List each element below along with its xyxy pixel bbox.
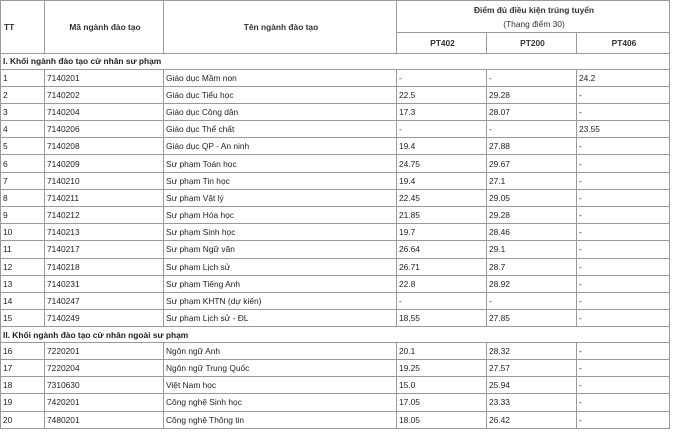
cell-name: Sư phạm Lịch sử <box>164 258 397 275</box>
cell-pt200: 28.46 <box>487 224 577 241</box>
cell-tt: 9 <box>1 207 45 224</box>
table-header <box>1 1 670 54</box>
cell-pt406: - <box>577 377 670 394</box>
cell-pt402: 22.45 <box>397 189 487 206</box>
cell-pt402: 21.85 <box>397 207 487 224</box>
cell-pt402: 17.3 <box>397 103 487 120</box>
cell-name: Giáo dục Thể chất <box>164 121 397 138</box>
cell-pt406: 24.2 <box>577 69 670 86</box>
cell-pt200: 29.28 <box>487 86 577 103</box>
cell-pt406: - <box>577 86 670 103</box>
table-row <box>1 121 670 138</box>
cell-tt: 8 <box>1 189 45 206</box>
cell-code: 7140231 <box>45 275 164 292</box>
cell-tt: 20 <box>1 411 45 428</box>
cell-pt406: - <box>577 241 670 258</box>
cell-pt200: 25.94 <box>487 377 577 394</box>
cell-pt200: 28.07 <box>487 103 577 120</box>
cell-tt: 7 <box>1 172 45 189</box>
cell-name: Ngôn ngữ Anh <box>164 342 397 359</box>
cell-code: 7480201 <box>45 411 164 428</box>
cell-code: 7310630 <box>45 377 164 394</box>
table-row <box>1 342 670 359</box>
cell-pt402: 26.71 <box>397 258 487 275</box>
cell-pt402: 22.5 <box>397 86 487 103</box>
cell-name: Giáo dục QP - An ninh <box>164 138 397 155</box>
cell-pt200: 29.28 <box>487 207 577 224</box>
cell-code: 7140209 <box>45 155 164 172</box>
cell-pt200: 27.1 <box>487 172 577 189</box>
cell-pt402: 22.8 <box>397 275 487 292</box>
cell-pt402: 17.05 <box>397 394 487 411</box>
cell-code: 7220201 <box>45 342 164 359</box>
column-header-tt: TT <box>1 1 45 54</box>
cell-name: Việt Nam học <box>164 377 397 394</box>
cell-pt200: - <box>487 69 577 86</box>
column-header-score-group <box>397 1 670 33</box>
cell-pt406: - <box>577 342 670 359</box>
cell-code: 7140206 <box>45 121 164 138</box>
cell-name: Sư phạm Tin học <box>164 172 397 189</box>
cell-name: Ngôn ngữ Trung Quốc <box>164 360 397 377</box>
cell-pt402: 19.4 <box>397 138 487 155</box>
cell-pt402: 26.64 <box>397 241 487 258</box>
cell-pt406: - <box>577 360 670 377</box>
cell-name: Công nghệ Sinh học <box>164 394 397 411</box>
cell-code: 7140217 <box>45 241 164 258</box>
cell-name: Giáo dục Công dân <box>164 103 397 120</box>
table-row <box>1 207 670 224</box>
table-row <box>1 310 670 327</box>
cell-code: 7140208 <box>45 138 164 155</box>
table-row <box>1 189 670 206</box>
cell-tt: 11 <box>1 241 45 258</box>
cell-pt200: - <box>487 121 577 138</box>
cell-pt406: 23.55 <box>577 121 670 138</box>
cell-pt200: 23.33 <box>487 394 577 411</box>
cell-pt402: 24.75 <box>397 155 487 172</box>
column-header-name: Tên ngành đào tạo <box>164 1 397 54</box>
cell-pt402: 18.05 <box>397 411 487 428</box>
column-header-pt406: PT406 <box>577 33 670 54</box>
cell-tt: 17 <box>1 360 45 377</box>
cell-name: Sư phạm Sinh học <box>164 224 397 241</box>
table-row <box>1 394 670 411</box>
table-row <box>1 275 670 292</box>
cell-tt: 18 <box>1 377 45 394</box>
cell-pt402: - <box>397 121 487 138</box>
cell-pt406: - <box>577 103 670 120</box>
cell-tt: 6 <box>1 155 45 172</box>
cell-pt402: 19.25 <box>397 360 487 377</box>
cell-pt406: - <box>577 155 670 172</box>
table-row <box>1 103 670 120</box>
cell-tt: 5 <box>1 138 45 155</box>
cell-pt200: 27.57 <box>487 360 577 377</box>
cell-tt: 19 <box>1 394 45 411</box>
cell-tt: 12 <box>1 258 45 275</box>
cell-pt200: 26.42 <box>487 411 577 428</box>
cell-tt: 14 <box>1 292 45 309</box>
cell-tt: 13 <box>1 275 45 292</box>
group-title: II. Khối ngành đào tạo cử nhân ngoài sư phạm <box>1 327 670 343</box>
table-row <box>1 86 670 103</box>
column-header-pt402: PT402 <box>397 33 487 54</box>
score-header-note: (Thang điểm 30) <box>503 19 565 29</box>
group-header-row <box>1 54 670 70</box>
table-row <box>1 292 670 309</box>
cell-pt406: - <box>577 224 670 241</box>
cell-code: 7140211 <box>45 189 164 206</box>
cell-code: 7220204 <box>45 360 164 377</box>
cell-code: 7140247 <box>45 292 164 309</box>
group-title: I. Khối ngành đào tạo cử nhân sư phạm <box>1 54 670 70</box>
cell-pt200: 28.32 <box>487 342 577 359</box>
cell-pt200: 27.88 <box>487 138 577 155</box>
cell-pt402: 19.4 <box>397 172 487 189</box>
cell-pt200: 29.67 <box>487 155 577 172</box>
cell-code: 7140202 <box>45 86 164 103</box>
column-header-pt200: PT200 <box>487 33 577 54</box>
cell-pt402: 15.0 <box>397 377 487 394</box>
cell-pt406: - <box>577 207 670 224</box>
cell-tt: 10 <box>1 224 45 241</box>
cell-name: Giáo dục Tiểu học <box>164 86 397 103</box>
cell-name: Sư phạm Toán học <box>164 155 397 172</box>
cell-pt402: 19.7 <box>397 224 487 241</box>
table-row <box>1 69 670 86</box>
cell-name: Sư phạm KHTN (dự kiến) <box>164 292 397 309</box>
cell-code: 7140218 <box>45 258 164 275</box>
cell-code: 7140213 <box>45 224 164 241</box>
cell-tt: 16 <box>1 342 45 359</box>
cell-code: 7140204 <box>45 103 164 120</box>
cell-code: 7140249 <box>45 310 164 327</box>
table-row <box>1 360 670 377</box>
cell-pt402: - <box>397 292 487 309</box>
table-row <box>1 224 670 241</box>
cell-tt: 4 <box>1 121 45 138</box>
cell-name: Sư phạm Ngữ văn <box>164 241 397 258</box>
table-row <box>1 155 670 172</box>
cell-name: Sư phạm Tiếng Anh <box>164 275 397 292</box>
cell-pt406: - <box>577 258 670 275</box>
table-row <box>1 172 670 189</box>
table-row <box>1 241 670 258</box>
cell-tt: 3 <box>1 103 45 120</box>
cell-pt406: - <box>577 138 670 155</box>
cell-pt200: 28.92 <box>487 275 577 292</box>
cell-pt402: - <box>397 69 487 86</box>
cell-pt200: 28.7 <box>487 258 577 275</box>
cell-code: 7420201 <box>45 394 164 411</box>
cell-name: Giáo dục Mầm non <box>164 69 397 86</box>
table-row <box>1 411 670 428</box>
cell-pt406: - <box>577 172 670 189</box>
table-row <box>1 258 670 275</box>
cell-name: Sư phạm Hóa học <box>164 207 397 224</box>
cell-pt200: - <box>487 292 577 309</box>
cell-pt200: 27.85 <box>487 310 577 327</box>
table-body <box>1 54 670 429</box>
column-header-code: Mã ngành đào tạo <box>45 1 164 54</box>
cell-tt: 1 <box>1 69 45 86</box>
cell-tt: 2 <box>1 86 45 103</box>
cell-pt200: 29.1 <box>487 241 577 258</box>
cell-pt406: - <box>577 275 670 292</box>
cell-pt406: - <box>577 292 670 309</box>
table-row <box>1 377 670 394</box>
cell-name: Sư phạm Vật lý <box>164 189 397 206</box>
cell-pt200: 29.05 <box>487 189 577 206</box>
cell-code: 7140212 <box>45 207 164 224</box>
score-header-title: Điểm đủ điều kiện trúng tuyển <box>473 5 595 15</box>
cell-pt406: - <box>577 310 670 327</box>
cell-name: Công nghệ Thông tin <box>164 411 397 428</box>
cell-pt406: - <box>577 411 670 428</box>
cell-tt: 15 <box>1 310 45 327</box>
cell-name: Sư phạm Lịch sử - ĐL <box>164 310 397 327</box>
cell-pt406: - <box>577 189 670 206</box>
cell-code: 7140210 <box>45 172 164 189</box>
cell-pt402: 18.55 <box>397 310 487 327</box>
cell-code: 7140201 <box>45 69 164 86</box>
cell-pt406: - <box>577 394 670 411</box>
group-header-row <box>1 327 670 343</box>
table-row <box>1 138 670 155</box>
cell-pt402: 20.1 <box>397 342 487 359</box>
